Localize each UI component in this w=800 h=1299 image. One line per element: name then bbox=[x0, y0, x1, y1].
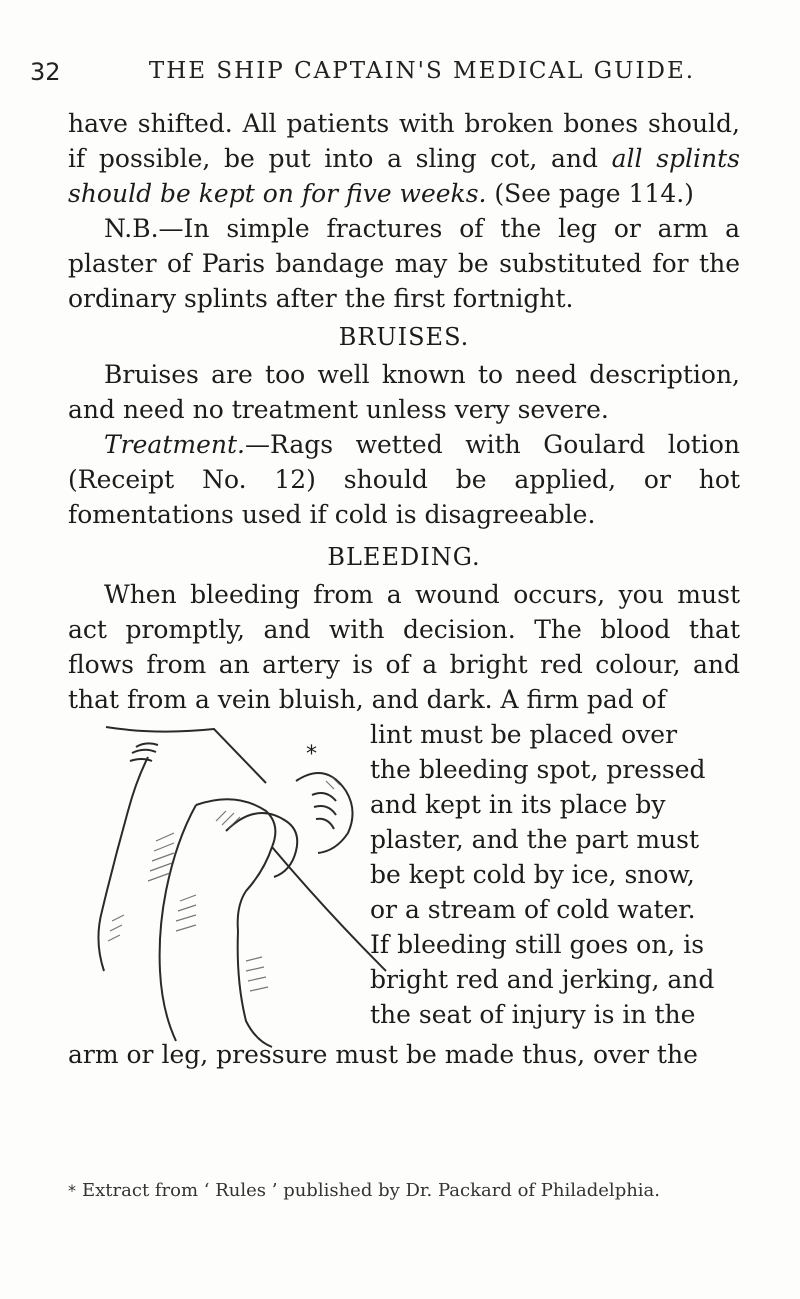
running-title: THE SHIP CAPTAIN'S MEDICAL GUIDE. bbox=[148, 58, 696, 84]
footnote bbox=[68, 1178, 740, 1204]
page-number: 32 bbox=[30, 58, 61, 86]
heading-bleeding: BLEEDING. bbox=[327, 543, 481, 571]
body-text bbox=[68, 106, 740, 1072]
arm-pressure-illustration-icon bbox=[96, 721, 396, 1051]
wrap-line: the seat of injury is in the bbox=[370, 1000, 696, 1029]
figure-asterisk: * bbox=[306, 742, 317, 767]
wrap-line: be kept cold by ice, snow, bbox=[370, 860, 695, 889]
wrap-line: plaster, and the part must bbox=[370, 825, 700, 854]
paragraph-treatment bbox=[68, 427, 740, 532]
paragraph-text: (See page 114.) bbox=[486, 179, 694, 208]
figure-wrap-block bbox=[68, 717, 740, 1067]
wrap-line: or a stream of cold water. bbox=[370, 895, 696, 924]
footnote-mark: * bbox=[68, 1181, 76, 1200]
wrap-line: bright red and jerking, and bbox=[370, 965, 715, 994]
paragraph-text: have shifted. All patients with broken bones should, if possible, be put into a sling cot, and bbox=[68, 109, 740, 173]
wrapped-text-column bbox=[370, 717, 740, 1032]
italic-splints-text: all splints should be kept on for five weeks. bbox=[68, 144, 740, 208]
running-header bbox=[30, 58, 732, 86]
wrap-line: If bleeding still goes on, is bbox=[370, 930, 705, 959]
paragraph-text: —Rags wetted with Goulard lotion (Receipt No. 12) should be applied, or hot fomentations used if cold is disagreeable. bbox=[68, 430, 740, 529]
wrap-line: and kept in its place by bbox=[370, 790, 666, 819]
italic-treatment-label: Treatment. bbox=[104, 430, 245, 459]
paragraph-broken-bones bbox=[68, 106, 740, 211]
wrap-line: lint must be placed over bbox=[370, 720, 678, 749]
wrap-line: the bleeding spot, pressed bbox=[370, 755, 706, 784]
footnote-text: Extract from ‘ Rules ’ published by Dr. Packard of Philadelphia. bbox=[82, 1180, 661, 1201]
heading-bruises: BRUISES. bbox=[338, 323, 470, 351]
paragraph-nb: N.B.—In simple fractures of the leg or arm a plaster of Paris bandage may be substituted for the ordinary splints after the first fortnight. bbox=[68, 214, 740, 313]
paragraph-continuation: arm or leg, pressure must be made thus, over the bbox=[68, 1040, 698, 1069]
paragraph-bruises: Bruises are too well known to need description, and need no treatment unless very severe. bbox=[68, 360, 740, 424]
paragraph-bleeding: When bleeding from a wound occurs, you must act promptly, and with decision. The blood that flows from an artery is of a bright red colour, and that from a vein bluish, and dark. A firm pad of bbox=[68, 580, 740, 714]
